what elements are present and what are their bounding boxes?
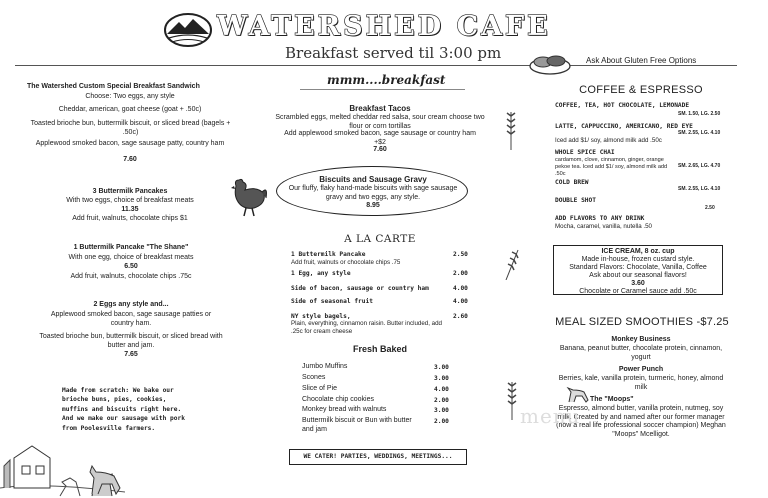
- watermark: menu: [520, 404, 581, 428]
- smoothie-desc: Berries, kale, vanilla protein, turmeric, honey, almond milk: [558, 375, 724, 391]
- alacarte-item-price: 4.00: [453, 298, 468, 305]
- fresh-item-name: Jumbo Muffins: [302, 363, 348, 370]
- scratch-note: Made from scratch: We bake our brioche buns, pies, cookies, muffins and biscuits right here. And we make our sausage with pork from Poolesville farmers.: [62, 387, 185, 432]
- pancake1-title: 1 Buttermilk Pancake "The Shane": [73, 244, 189, 251]
- drink-sub: Iced add $1/ soy, almond milk add .50c: [555, 137, 662, 144]
- drink-sub: cardamom, clove, cinnamon, ginger, orange pekoe tea. Iced add $1/ soy, almond milk add .50c: [555, 157, 668, 177]
- pancakes3-line1: With two eggs, choice of breakfast meats: [66, 197, 194, 204]
- icecream-price: 3.60: [631, 280, 645, 287]
- alacarte-item-sub: Add fruit, walnuts or chocolate chips .75: [291, 259, 401, 266]
- drink-name: ADD FLAVORS TO ANY DRINK: [555, 215, 645, 222]
- drink-name: WHOLE SPICE CHAI: [555, 149, 615, 156]
- alacarte-item-price: 2.50: [453, 251, 468, 258]
- fresh-item-name: Scones: [302, 374, 326, 381]
- biscuits-title: Biscuits and Sausage Gravy: [319, 175, 427, 184]
- alacarte-item-name: NY style bagels,: [291, 313, 351, 320]
- sandwich-line3: Toasted brioche bun, buttermilk biscuit, or sliced bread (bagels + .50c): [30, 120, 231, 136]
- eggs2-line2: Toasted brioche bun, buttermilk biscuit, or sliced bread with butter and jam.: [39, 333, 223, 349]
- pancakes3-line2: Add fruit, walnuts, chocolate chips $1: [72, 215, 188, 222]
- smoothie-desc: Espresso, almond butter, vanilla protein, nutmeg, soy milk. Created by and named after our former manager (now a real life professional soccer champion) Meghan "Moops" Mcelligot.: [556, 405, 726, 438]
- pancake1-line2: Add fruit, walnuts, chocolate chips .75c: [70, 273, 192, 280]
- drink-price: SM. 1.50, LG. 2.50: [678, 111, 721, 117]
- icecream-line3: Ask about our seasonal flavors!: [589, 272, 687, 279]
- fresh-item-price: 2.00: [434, 418, 449, 425]
- alacarte-item-name: 1 Egg, any style: [291, 270, 351, 277]
- pancakes3-title: 3 Buttermilk Pancakes: [92, 188, 168, 195]
- tacos-price: 7.60: [373, 146, 387, 153]
- icecream-title: ICE CREAM, 8 oz. cup: [601, 248, 675, 255]
- drink-price: 2.50: [705, 205, 715, 211]
- coffee-title: COFFEE & ESPRESSO: [579, 84, 703, 96]
- wheat-icon: [504, 248, 520, 285]
- icecream-line1: Made in-house, frozen custard style.: [581, 256, 695, 263]
- logo: [163, 12, 213, 48]
- fresh-item-name: Buttermilk biscuit or Bun with butter and jam: [302, 417, 412, 433]
- sandwich-price: 7.60: [123, 156, 137, 163]
- smoothies-title: MEAL SIZED SMOOTHIES -$7.25: [555, 316, 729, 328]
- page-title: WATERSHED CAFE: [217, 11, 551, 42]
- gluten-free-note: Ask About Gluten Free Options: [586, 56, 697, 65]
- fresh-baked-title: Fresh Baked: [352, 344, 408, 354]
- fresh-item-price: 2.00: [434, 397, 449, 404]
- smoothie-name: Monkey Business: [611, 336, 671, 343]
- sandwich-line1: Choose: Two eggs, any style: [85, 93, 175, 100]
- logo-mountain-icon: [163, 12, 213, 48]
- tacos-add: Add applewood smoked bacon, sage sausage or country ham +$2: [284, 130, 476, 146]
- alacarte-item-price: 2.00: [453, 270, 468, 277]
- fresh-item-price: 4.00: [434, 386, 449, 393]
- drink-price: SM. 2.55, LG. 4.10: [678, 186, 721, 192]
- drink-name: DOUBLE SHOT: [555, 197, 596, 204]
- alacarte-item-price: 2.60: [453, 313, 468, 320]
- eggs2-title: 2 Eggs any style and...: [93, 301, 169, 308]
- fresh-item-name: Chocolate chip cookies: [302, 396, 374, 403]
- wheat-icon: [506, 380, 518, 425]
- sandwich-title: The Watershed Custom Special Breakfast Sandwich: [27, 83, 200, 90]
- icecream-line2: Standard Flavors: Chocolate, Vanilla, Coffee: [569, 264, 707, 271]
- drink-sub: Mocha, caramel, vanilla, nutella .50: [555, 223, 652, 230]
- drink-name: COLD BREW: [555, 179, 589, 186]
- mmm-underline: [300, 89, 465, 90]
- fresh-item-price: 3.00: [434, 407, 449, 414]
- pancake1-price: 6.50: [124, 263, 138, 270]
- fresh-item-name: Monkey bread with walnuts: [302, 406, 387, 413]
- sandwich-line2: Cheddar, american, goat cheese (goat + .50c): [58, 106, 202, 113]
- smoothie-desc: Banana, peanut butter, chocolate protein, cinnamon, yogurt: [559, 345, 723, 361]
- alacarte-item-price: 4.00: [453, 285, 468, 292]
- sandwich-line4: Applewood smoked bacon, sage sausage patty, country ham: [35, 140, 225, 147]
- bread-basket-icon: [528, 52, 572, 81]
- fresh-item-price: 3.00: [434, 375, 449, 382]
- eggs2-price: 7.65: [124, 351, 138, 358]
- pancake1-line1: With one egg, choice of breakfast meats: [68, 254, 194, 261]
- icecream-line4: Chocolate or Caramel sauce add .50c: [579, 288, 697, 295]
- biscuits-price: 8.95: [366, 202, 380, 209]
- service-hours: Breakfast served til 3:00 pm: [285, 44, 502, 62]
- drink-price: SM. 2.65, LG. 4.70: [678, 163, 721, 169]
- smoothie-name: The "Moops": [590, 396, 634, 403]
- drink-name: LATTE, CAPPUCCINO, AMERICANO, RED EYE: [555, 123, 693, 130]
- alacarte-item-sub: Plain, everything, cinnamon raisin. Butter included, add .25c for cream cheese: [291, 320, 442, 335]
- eggs2-line1: Applewood smoked bacon, sage sausage patties or country ham.: [50, 311, 212, 327]
- wheat-icon: [505, 110, 517, 155]
- goat-icon: [88, 462, 122, 498]
- fresh-item-price: 3.00: [434, 364, 449, 371]
- mmm-breakfast-heading: mmm....breakfast: [327, 73, 446, 87]
- fresh-item-name: Slice of Pie: [302, 385, 338, 392]
- alacarte-item-name: Side of seasonal fruit: [291, 298, 373, 305]
- drink-name: COFFEE, TEA, HOT CHOCOLATE, LEMONADE: [555, 102, 690, 109]
- rooster-icon: [228, 176, 268, 223]
- alacarte-title: A LA CARTE: [344, 233, 416, 245]
- pancakes3-price: 11.35: [121, 206, 139, 213]
- alacarte-item-name: Side of bacon, sausage or country ham: [291, 285, 429, 292]
- tacos-desc: Scrambled eggs, melted cheddar red salsa, sour cream choose two flour or corn tortillas: [275, 114, 485, 130]
- drink-price: SM. 2.55, LG. 4.10: [678, 130, 721, 136]
- catering-banner: WE CATER! PARTIES, WEDDINGS, MEETINGS...: [289, 449, 467, 465]
- alacarte-item-name: 1 Buttermilk Pancake: [291, 251, 366, 258]
- smoothie-name: Power Punch: [618, 366, 664, 373]
- biscuits-desc: Our fluffy, flaky hand-made biscuits with sage sausage gravy and two eggs, any style.: [288, 185, 458, 201]
- tacos-title: Breakfast Tacos: [349, 104, 411, 113]
